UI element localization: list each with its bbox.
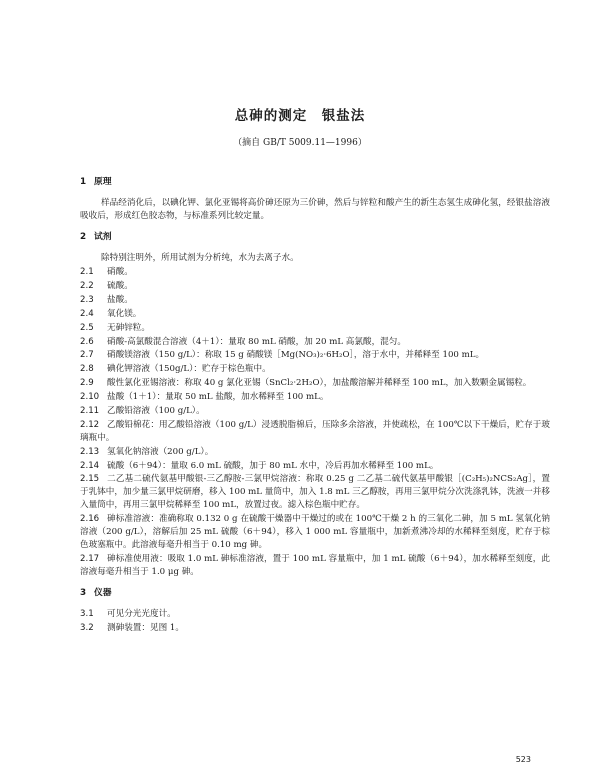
list-item bbox=[80, 553, 550, 579]
item-text: 无砷锌粒。 bbox=[107, 322, 150, 333]
item-text: 碘化钾溶液（150g/L）：贮存于棕色瓶中。 bbox=[107, 364, 271, 375]
list-item bbox=[80, 446, 550, 459]
item-text: 硝酸-高氯酸混合溶液（4＋1）：量取 80 mL 硝酸，加 20 mL 高氯酸，混匀。 bbox=[107, 336, 406, 347]
list-item bbox=[80, 377, 550, 390]
list-item bbox=[80, 322, 550, 335]
item-text: 硝酸。 bbox=[107, 267, 133, 278]
list-item bbox=[80, 294, 550, 307]
document-body bbox=[80, 176, 550, 636]
item-text: 硫酸。 bbox=[107, 280, 133, 291]
section-title: 仪器 bbox=[94, 587, 112, 598]
section-heading-principle bbox=[80, 176, 550, 189]
item-number: 3.2 bbox=[80, 622, 94, 633]
section-number: 3 bbox=[80, 587, 87, 598]
section-title: 原理 bbox=[94, 177, 112, 187]
section-title: 试剂 bbox=[94, 231, 112, 242]
list-item bbox=[80, 405, 550, 418]
reagents-intro: 除特别注明外，所用试剂为分析纯，水为去离子水。 bbox=[101, 253, 299, 264]
section-number: 2 bbox=[80, 231, 87, 242]
item-text: 盐酸（1＋1）：量取 50 mL 盐酸，加水稀释至 100 mL。 bbox=[107, 392, 329, 403]
list-item bbox=[80, 513, 550, 552]
principle-paragraph: 样品经消化后，以碘化钾、氯化亚锡将高价砷还原为三价砷，然后与锌粒和酸产生的新生态氢生成砷化氢，经银盐溶液吸收后，形成红色胶态物，与标准系列比较定量。 bbox=[80, 198, 550, 222]
apparatus-list bbox=[80, 608, 550, 635]
page-number: 523 bbox=[515, 755, 531, 764]
item-text: 乙酸铅溶液（100 g/L）。 bbox=[107, 405, 205, 416]
list-item bbox=[80, 419, 550, 445]
list-item bbox=[80, 460, 550, 473]
list-item bbox=[80, 622, 550, 635]
section-heading-reagents bbox=[80, 231, 550, 244]
list-item bbox=[80, 391, 550, 404]
list-item bbox=[80, 473, 550, 512]
item-number: 2.3 bbox=[80, 294, 94, 305]
item-number: 3.1 bbox=[80, 608, 94, 619]
list-item bbox=[80, 280, 550, 293]
section-heading-apparatus bbox=[80, 587, 550, 600]
list-item bbox=[80, 363, 550, 376]
item-number: 2.5 bbox=[80, 322, 94, 333]
item-number: 2.11 bbox=[80, 405, 100, 416]
item-number: 2.16 bbox=[80, 514, 100, 525]
item-number: 2.13 bbox=[80, 446, 100, 457]
item-text: 盐酸。 bbox=[107, 294, 133, 305]
list-item bbox=[80, 336, 550, 349]
document-title: 总砷的测定 银盐法 bbox=[234, 108, 366, 124]
item-text: 砷标准溶液：准确称取 0.132 0 g 在硫酸干燥器中干燥过的或在 100℃干燥 2 h 的三氧化二砷，加 5 mL 氢氧化钠溶液（200 g/L），溶解后加 25 mL 硫酸（6＋94），移入 1 000 mL 容量瓶中，加新煮沸冷却的水稀释至刻度，贮存于棕色玻塞瓶中。此溶液每毫升相当于 0.10 mg 砷。 bbox=[80, 514, 550, 550]
item-text: 硝酸镁溶液（150 g/L）：称取 15 g 硝酸镁［Mg(NO₃)₂·6H₂O］，溶于水中，并稀释至 100 mL。 bbox=[107, 350, 485, 361]
item-number: 2.6 bbox=[80, 336, 94, 347]
item-text: 氧化镁。 bbox=[107, 308, 142, 319]
item-text: 测砷装置：见图 1。 bbox=[107, 622, 184, 633]
item-number: 2.4 bbox=[80, 308, 94, 319]
item-number: 2.2 bbox=[80, 280, 94, 291]
item-text: 乙酸铅棉花：用乙酸铅溶液（100 g/L）浸透脱脂棉后，压除多余溶液，并使疏松，在 100℃以下干燥后，贮存于玻璃瓶中。 bbox=[80, 419, 550, 443]
item-number: 2.15 bbox=[80, 474, 100, 485]
section-number: 1 bbox=[80, 177, 87, 187]
list-item bbox=[80, 308, 550, 321]
item-number: 2.9 bbox=[80, 378, 94, 389]
item-text: 二乙基二硫代氨基甲酸银-三乙醇胺-三氯甲烷溶液：称取 0.25 g 二乙基二硫代氨基甲酸银［(C₂H₅)₂NCS₂Ag］，置于乳钵中，加少量三氯甲烷研磨，移入 100 mL 量筒中，加入 1.8 mL 三乙醇胺，再用三氯甲烷分次洗涤乳钵，洗液一并移入量筒中，再用三氯甲烷稀释至 100 mL，放置过夜。滤入棕色瓶中贮存。 bbox=[80, 474, 550, 511]
item-text: 砷标准使用液：吸取 1.0 mL 砷标准溶液，置于 100 mL 容量瓶中，加 1 mL 硫酸（6＋94），加水稀释至刻度，此溶液每毫升相当于 1.0 μg 砷。 bbox=[80, 553, 550, 577]
list-item bbox=[80, 608, 550, 621]
item-number: 2.17 bbox=[80, 553, 100, 564]
item-text: 硫酸（6＋94）：量取 6.0 mL 硫酸，加于 80 mL 水中，冷后再加水稀释至 100 mL。 bbox=[107, 460, 439, 471]
item-text: 氢氧化钠溶液（200 g/L）。 bbox=[107, 446, 214, 457]
item-text: 可见分光光度计。 bbox=[107, 608, 176, 619]
item-number: 2.1 bbox=[80, 267, 94, 278]
item-number: 2.12 bbox=[80, 419, 100, 430]
list-item bbox=[80, 349, 550, 362]
list-item bbox=[80, 266, 550, 279]
item-text: 酸性氯化亚锡溶液：称取 40 g 氯化亚锡（SnCl₂·2H₂O），加盐酸溶解并稀释至 100 mL，加入数颗金属锡粒。 bbox=[107, 378, 532, 389]
item-number: 2.10 bbox=[80, 392, 100, 403]
item-number: 2.14 bbox=[80, 460, 100, 471]
document-subtitle: （摘自 GB/T 5009.11—1996） bbox=[233, 138, 367, 148]
item-number: 2.7 bbox=[80, 350, 94, 361]
item-number: 2.8 bbox=[80, 364, 94, 375]
reagent-list bbox=[80, 266, 550, 578]
